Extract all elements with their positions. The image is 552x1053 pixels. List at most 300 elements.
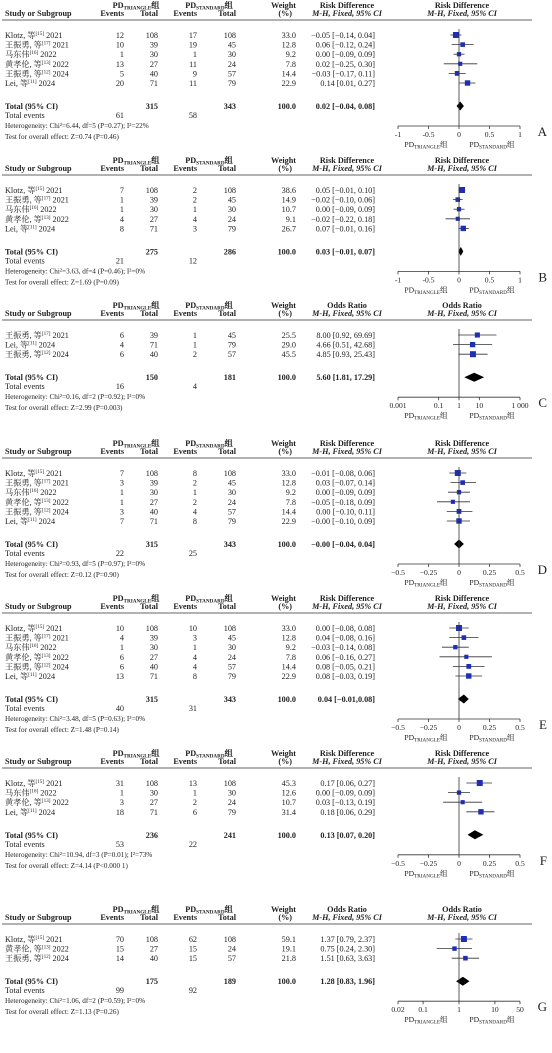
study-name-text: 黄孝伦, 等 — [5, 944, 42, 954]
group1-header-suffix: 组 — [151, 439, 160, 448]
favours-right-label — [469, 733, 515, 744]
study-year: 2022 — [40, 205, 57, 215]
favours-right-label — [469, 140, 515, 151]
study-ref: [15] — [35, 935, 45, 941]
total1-sum: 275 — [145, 247, 158, 257]
study-ref: [12] — [41, 350, 51, 357]
study-header: Study or Subgroup — [5, 309, 72, 318]
study-name — [5, 349, 69, 359]
events2-cell: 15 — [188, 954, 197, 964]
total-label: Total (95% CI) — [5, 247, 58, 257]
x-tick-label: −0.5 — [391, 568, 405, 577]
favours-left-sub: TRIANGLE — [414, 1019, 441, 1026]
favours-left-label — [404, 411, 448, 422]
favours-right-main: PD — [469, 868, 480, 878]
study-year: 2022 — [52, 652, 69, 662]
favours-left-main: PD — [404, 285, 415, 295]
panel-letter: E — [539, 717, 547, 732]
events2-cell: 1 — [192, 643, 197, 653]
study-marker — [461, 226, 466, 231]
ci-cell: 0.08 [−0.03, 0.19] — [315, 672, 375, 681]
total1-cell: 40 — [149, 69, 158, 79]
total1-sum: 315 — [145, 540, 158, 549]
x-tick-label: 10 — [475, 401, 484, 411]
study-name-text: Klotz, 等 — [5, 779, 36, 788]
weight-cell: 10.7 — [281, 205, 296, 215]
favours-right-main: PD — [469, 733, 480, 742]
total1-cell: 27 — [149, 652, 158, 662]
effect-header: Risk Difference — [319, 439, 375, 448]
total1-cell: 30 — [149, 643, 158, 653]
effect-header: Risk Difference — [319, 156, 375, 165]
total1-cell: 27 — [149, 798, 158, 808]
group2-header-main: PD — [185, 594, 197, 603]
total2-cell: 45 — [227, 195, 236, 205]
total1-cell: 108 — [145, 624, 158, 633]
total2-cell: 108 — [223, 624, 236, 633]
total1-cell: 27 — [149, 59, 158, 69]
weight-unit-header: (%) — [278, 447, 292, 456]
plot-method-header: M-H, Fixed, 95% CI — [427, 913, 497, 922]
panel-letter: B — [538, 269, 547, 285]
total1-cell: 40 — [149, 954, 158, 964]
total-ci: 0.13 [0.07, 0.20] — [320, 830, 375, 840]
favours-left-sub: TRIANGLE — [414, 873, 441, 880]
x-tick-label: 1 — [457, 401, 461, 411]
total-weight: 100.0 — [277, 247, 296, 257]
events2-cell: 11 — [189, 59, 197, 69]
favours-left-suffix: 组 — [440, 411, 448, 421]
favours-left-main: PD — [404, 733, 415, 742]
events1-cell: 14 — [115, 954, 124, 964]
x-tick-label: 0 — [457, 130, 461, 139]
weight-cell: 45.3 — [281, 779, 296, 788]
study-name — [5, 807, 55, 817]
total-events-label: Total events — [5, 111, 45, 120]
method-header: M-H, Fixed, 95% CI — [312, 447, 382, 456]
total1-header: Total — [140, 447, 158, 456]
study-ref: [13] — [41, 59, 51, 66]
total-label: Total (95% CI) — [5, 830, 58, 840]
group1-header-main: PD — [112, 594, 124, 603]
events1-header: Events — [100, 309, 124, 318]
total1-cell: 40 — [149, 507, 158, 517]
total-weight: 100.0 — [277, 540, 296, 549]
total1-cell: 30 — [149, 788, 158, 798]
ci-cell: 0.06 [−0.16, 0.27] — [315, 652, 375, 662]
plot-effect-header: Odds Ratio — [442, 301, 482, 310]
total2-cell: 108 — [223, 31, 236, 40]
weight-header: Weight — [270, 594, 296, 603]
pooled-diamond — [464, 373, 484, 382]
events1-cell: 20 — [115, 79, 124, 88]
events2-cell: 1 — [192, 50, 197, 60]
x-tick-label: 50 — [516, 1005, 524, 1015]
total2-header: Total — [218, 913, 236, 922]
ci-cell: 0.18 [0.06, 0.29] — [320, 807, 375, 817]
forest-panel-b — [2, 155, 547, 296]
ci-cell: −0.05 [−0.14, 0.04] — [311, 31, 375, 40]
study-name-text: 王振勇, 等 — [5, 69, 42, 79]
x-tick-label: 0 — [457, 723, 461, 732]
events2-cell: 1 — [192, 205, 197, 215]
study-ref: [13] — [41, 214, 51, 221]
favours-right-sub: STANDARD — [479, 873, 507, 880]
plot-effect-header: Risk Difference — [434, 594, 490, 603]
group2-header-sub: STANDARD — [196, 160, 225, 167]
study-name — [5, 506, 69, 516]
x-tick-label: -1 — [394, 130, 402, 139]
study-ref: [15] — [35, 186, 45, 192]
events2-cell: 1 — [192, 331, 197, 340]
weight-cell: 59.1 — [281, 935, 296, 944]
ci-cell: 0.17 [0.06, 0.27] — [320, 779, 375, 788]
total2-cell: 24 — [227, 59, 236, 69]
study-name-text: Lei, 等 — [5, 340, 29, 350]
x-tick-label: −0.5 — [391, 723, 405, 732]
study-name — [5, 623, 63, 633]
total1-header: Total — [140, 913, 158, 922]
study-marker — [462, 635, 467, 640]
study-name — [5, 340, 55, 350]
weight-unit-header: (%) — [278, 164, 292, 173]
x-tick-label: 0 — [457, 858, 461, 868]
study-year: 2022 — [40, 643, 57, 653]
total-events-label: Total events — [5, 704, 45, 713]
study-year: 2024 — [38, 340, 56, 350]
study-name — [5, 68, 69, 78]
events2-cell: 1 — [192, 488, 197, 498]
method-header: M-H, Fixed, 95% CI — [312, 602, 382, 611]
weight-cell: 14.4 — [281, 507, 296, 517]
events2-cell: 3 — [192, 224, 197, 234]
total1-header: Total — [140, 164, 158, 173]
study-header: Study or Subgroup — [5, 913, 72, 922]
total1-sum: 175 — [145, 977, 158, 987]
total2-sum: 343 — [223, 540, 236, 549]
favours-left-suffix: 组 — [440, 140, 448, 149]
plot-method-header: M-H, Fixed, 95% CI — [427, 164, 497, 173]
study-name-text: Klotz, 等 — [5, 935, 36, 944]
events1-cell: 6 — [119, 350, 124, 360]
weight-cell: 22.9 — [281, 672, 296, 681]
events2-cell: 2 — [192, 350, 197, 360]
study-marker — [464, 655, 468, 659]
weight-cell: 14.4 — [281, 69, 296, 79]
study-name-text: 王振勇, 等 — [5, 478, 42, 488]
total2-header: Total — [218, 309, 236, 318]
method-header: M-H, Fixed, 95% CI — [312, 9, 382, 18]
heterogeneity-text: Heterogeneity: Chi²=10.94, df=3 (P=0.01); I²=73% — [5, 850, 153, 859]
favours-right-main: PD — [469, 140, 480, 149]
events2-header: Events — [173, 9, 197, 18]
events1-cell: 12 — [115, 31, 124, 40]
favours-right-sub: STANDARD — [479, 582, 507, 589]
plot-effect-header: Odds Ratio — [442, 905, 482, 914]
favours-right-suffix: 组 — [506, 868, 515, 878]
study-year: 2024 — [38, 79, 56, 88]
total2-sum: 343 — [223, 102, 236, 111]
ci-cell: 0.07 [−0.01, 0.16] — [315, 224, 375, 234]
events2-cell: 19 — [188, 40, 197, 50]
effect-header: Risk Difference — [319, 594, 375, 603]
total-ci: 0.04 [−0.01,0.08] — [317, 695, 375, 704]
group1-header-sub: TRIANGLE — [123, 5, 152, 12]
ci-cell: 0.02 [−0.25, 0.30] — [315, 59, 375, 69]
x-tick-label: 0 — [457, 568, 461, 577]
weight-cell: 29.0 — [281, 340, 296, 350]
total2-header: Total — [218, 9, 236, 18]
x-tick-label: 0.1 — [418, 1005, 428, 1015]
x-tick-label: 0 — [457, 275, 461, 285]
study-name-text: Klotz, 等 — [5, 186, 36, 195]
favours-left-main: PD — [404, 411, 415, 421]
events2-cell: 8 — [192, 517, 197, 526]
group1-header-suffix: 组 — [151, 905, 160, 914]
group1-header-suffix: 组 — [151, 1, 160, 10]
study-name — [5, 661, 69, 671]
events2-cell: 2 — [192, 195, 197, 205]
study-ref: [11] — [28, 224, 37, 231]
study-name-text: 黄孝伦, 等 — [5, 497, 42, 507]
total1-sum: 315 — [145, 102, 158, 111]
study-ref: [16] — [29, 50, 39, 57]
study-ref: [11] — [28, 79, 37, 85]
events1-cell: 18 — [115, 807, 124, 817]
study-year: 2024 — [38, 672, 56, 681]
total-events-label: Total events — [5, 256, 45, 266]
study-name-text: Lei, 等 — [5, 517, 29, 526]
study-marker — [453, 32, 459, 38]
total2-cell: 24 — [227, 214, 236, 224]
total-label: Total (95% CI) — [5, 102, 58, 111]
weight-cell: 12.8 — [281, 633, 296, 643]
study-name — [5, 953, 69, 963]
group1-header-main: PD — [112, 301, 124, 310]
ci-cell: −0.05 [−0.18, 0.09] — [311, 497, 375, 507]
total-events-label: Total events — [5, 382, 45, 392]
total-events-label: Total events — [5, 839, 45, 849]
study-ref: [15] — [35, 779, 45, 785]
forest-panel-d — [2, 438, 547, 589]
study-year: 2024 — [52, 350, 69, 360]
ci-cell: −0.02 [−0.22, 0.18] — [311, 214, 375, 224]
x-tick-label: 0.5 — [484, 130, 495, 139]
weight-cell: 9.2 — [285, 643, 296, 653]
favours-right-sub: STANDARD — [479, 289, 507, 296]
study-header: Study or Subgroup — [5, 164, 72, 173]
study-year: 2021 — [46, 31, 63, 40]
events1-cell: 3 — [119, 507, 124, 517]
group1-header-main: PD — [112, 1, 124, 10]
study-ref: [13] — [41, 944, 51, 951]
total-weight: 100.0 — [277, 102, 296, 111]
total2-cell: 57 — [227, 69, 236, 79]
weight-cell: 7.8 — [285, 59, 296, 69]
panel-letter: C — [538, 395, 547, 411]
total-events1: 21 — [115, 256, 124, 266]
group1-header-main: PD — [112, 749, 124, 758]
total2-cell: 79 — [227, 672, 236, 681]
method-header: M-H, Fixed, 95% CI — [312, 164, 382, 173]
group2-header-sub: STANDARD — [196, 5, 225, 12]
total2-sum: 189 — [223, 977, 236, 987]
events2-cell: 2 — [192, 186, 197, 195]
total2-sum: 181 — [223, 373, 236, 383]
group1-header-sub: TRIANGLE — [123, 598, 152, 605]
study-ref: [16] — [29, 205, 39, 212]
group1-header-sub: TRIANGLE — [123, 909, 152, 916]
study-year: 2022 — [52, 214, 69, 224]
total2-cell: 79 — [227, 79, 236, 88]
study-year: 2021 — [52, 478, 69, 488]
total2-cell: 57 — [227, 350, 236, 360]
study-year: 2021 — [46, 469, 63, 478]
heterogeneity-text: Heterogeneity: Chi²=3.63, df=4 (P=0.46); I²=0% — [5, 267, 146, 276]
study-marker — [477, 780, 483, 786]
study-name — [5, 78, 55, 88]
heterogeneity-text: Heterogeneity: Chi²=1.06, df=2 (P=0.59); I²=0% — [5, 997, 146, 1006]
group2-header-sub: STANDARD — [196, 909, 225, 916]
favours-left-sub: TRIANGLE — [414, 582, 441, 589]
total-ci: 0.03 [−0.01, 0.07] — [315, 247, 375, 257]
total-label: Total (95% CI) — [5, 540, 58, 549]
group2-header-main: PD — [185, 156, 197, 165]
group1-header-sub: TRIANGLE — [123, 160, 152, 167]
ci-cell: 0.75 [0.24, 2.30] — [320, 944, 375, 954]
total2-cell: 79 — [227, 340, 236, 350]
panel-letter: F — [539, 852, 547, 868]
ci-cell: −0.02 [−0.10, 0.06] — [311, 195, 375, 205]
study-ref: [11] — [28, 517, 37, 523]
study-name — [5, 778, 63, 788]
study-year: 2024 — [52, 507, 69, 517]
study-name-text: Lei, 等 — [5, 224, 29, 234]
events1-cell: 1 — [119, 497, 124, 507]
favours-left-main: PD — [404, 868, 415, 878]
x-tick-label: −0.5 — [391, 858, 405, 868]
total2-cell: 57 — [227, 954, 236, 964]
favours-left-main: PD — [404, 1015, 415, 1025]
events2-cell: 2 — [192, 497, 197, 507]
ci-cell: −0.03 [−0.14, 0.08] — [311, 643, 375, 653]
panel-letter: G — [537, 999, 547, 1015]
favours-right-label — [469, 578, 515, 589]
group2-header-suffix: 组 — [224, 905, 233, 914]
x-tick-label: 0.02 — [391, 1005, 405, 1015]
weight-unit-header: (%) — [278, 913, 292, 922]
total1-cell: 108 — [145, 186, 158, 195]
events1-cell: 6 — [119, 331, 124, 340]
plot-method-header: M-H, Fixed, 95% CI — [427, 757, 497, 766]
total1-cell: 40 — [149, 662, 158, 672]
events1-cell: 70 — [115, 935, 124, 944]
favours-right-label — [469, 411, 515, 422]
favours-left-label — [404, 733, 448, 744]
study-marker — [451, 500, 455, 504]
panel-letter: D — [537, 562, 547, 577]
total-ci: 5.60 [1.81, 17.29] — [316, 373, 375, 383]
total2-header: Total — [218, 757, 236, 766]
study-marker — [478, 809, 483, 814]
total-events1: 53 — [115, 839, 124, 849]
study-name-text: Klotz, 等 — [5, 469, 36, 478]
total2-cell: 45 — [227, 40, 236, 50]
effect-header: Risk Difference — [319, 749, 375, 758]
study-name-text: 马东伟 — [5, 205, 30, 215]
total1-header: Total — [140, 757, 158, 766]
total-events1: 16 — [115, 382, 124, 392]
study-year: 2021 — [52, 40, 69, 50]
events2-cell: 4 — [192, 662, 197, 672]
total1-cell: 39 — [149, 633, 158, 643]
events1-header: Events — [100, 9, 124, 18]
total1-cell: 39 — [149, 195, 158, 205]
favours-right-suffix: 组 — [506, 285, 515, 295]
forest-panel-g — [2, 904, 547, 1026]
study-name-text: 王振勇, 等 — [5, 350, 42, 360]
favours-left-main: PD — [404, 140, 415, 149]
ci-cell: 0.08 [−0.05, 0.21] — [315, 662, 375, 672]
study-name-text: 王振勇, 等 — [5, 662, 42, 672]
group2-header-main: PD — [185, 905, 197, 914]
panel-letter: A — [537, 124, 547, 139]
events1-cell: 10 — [115, 40, 124, 50]
total1-cell: 108 — [145, 779, 158, 788]
total-events2: 22 — [188, 839, 197, 849]
method-header: M-H, Fixed, 95% CI — [312, 309, 382, 318]
total-events2: 25 — [188, 549, 197, 558]
study-name — [5, 478, 69, 488]
group2-header-suffix: 组 — [224, 156, 233, 165]
group1-header-suffix: 组 — [151, 749, 160, 758]
study-year: 2021 — [46, 935, 63, 944]
total2-cell: 30 — [227, 643, 236, 653]
events2-header: Events — [173, 309, 197, 318]
weight-cell: 21.8 — [281, 954, 296, 964]
study-marker — [452, 946, 456, 950]
group2-header-sub: STANDARD — [196, 753, 225, 760]
total-events-label: Total events — [5, 986, 45, 996]
events2-cell: 10 — [188, 624, 197, 633]
events1-cell: 6 — [119, 662, 124, 672]
weight-cell: 12.8 — [281, 478, 296, 488]
total2-cell: 108 — [223, 935, 236, 944]
effect-header: Risk Difference — [319, 1, 375, 10]
total-events2: 31 — [188, 704, 197, 713]
study-ref: [16] — [29, 488, 39, 495]
events2-cell: 11 — [189, 79, 197, 88]
x-tick-label: 1 — [518, 130, 522, 139]
study-name — [5, 671, 55, 681]
x-tick-label: −0.25 — [419, 568, 438, 577]
total-weight: 100.0 — [277, 695, 296, 704]
weight-unit-header: (%) — [278, 9, 292, 18]
events2-cell: 1 — [192, 340, 197, 350]
total2-cell: 30 — [227, 788, 236, 798]
ci-cell: 1.51 [0.63, 3.63] — [320, 954, 375, 964]
total-events1: 99 — [115, 986, 124, 996]
heterogeneity-text: Heterogeneity: Chi²=0.16, df=2 (P=0.92); I²=0% — [5, 393, 146, 402]
ci-cell: 1.37 [0.79, 2.37] — [320, 935, 375, 944]
ci-cell: 4.85 [0.93, 25.43] — [316, 350, 375, 360]
total1-cell: 108 — [145, 935, 158, 944]
study-name — [5, 516, 55, 526]
x-tick-label: 1 000 — [511, 401, 529, 411]
study-name-text: 黄孝伦, 等 — [5, 214, 42, 224]
study-name-text: 王振勇, 等 — [5, 195, 42, 205]
forest-panel-f — [2, 748, 547, 879]
